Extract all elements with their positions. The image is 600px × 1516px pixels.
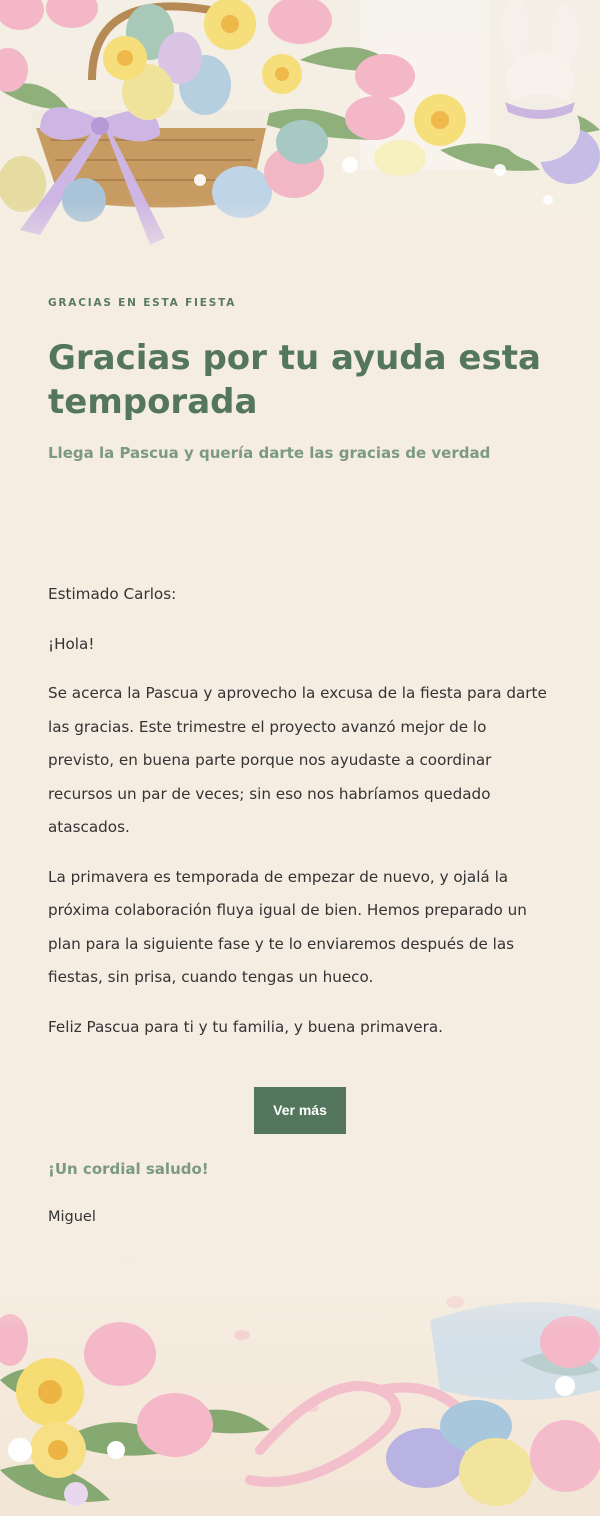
hello-line: ¡Hola! (48, 634, 95, 653)
closing-line: ¡Un cordial saludo! (48, 1160, 209, 1178)
hero-illustration (0, 0, 600, 280)
email-subtitle: Llega la Pascua y quería darte las gracias de verdad (48, 444, 491, 462)
footer-illustration (0, 1250, 600, 1516)
body-paragraph: La primavera es temporada de empezar de nuevo, y ojalá la próxima colaboración fluya igual de bien. Hemos preparado un plan para la siguiente fase y te lo enviaremos después de las fiestas, sin prisa, cuando tengas un hueco. (48, 867, 527, 986)
ver-mas-button[interactable]: Ver más (254, 1087, 346, 1134)
greeting: Estimado Carlos: (48, 585, 177, 603)
email-title: Gracias por tu ayuda esta temporada (48, 338, 541, 422)
body-paragraph: Feliz Pascua para ti y tu familia, y buena primavera. (48, 1017, 444, 1036)
email-body (48, 578, 552, 1060)
signature: Miguel (48, 1209, 96, 1225)
eyebrow-label: GRACIAS EN ESTA FIESTA (48, 297, 237, 309)
body-paragraph: Se acerca la Pascua y aprovecho la excusa de la fiesta para darte las gracias. Este trimestre el proyecto avanzó mejor de lo previsto, en buena parte porque nos ayudaste a coordinar recursos un par de veces; sin eso nos habríamos quedado atascados. (48, 684, 547, 836)
cta-container (254, 1087, 346, 1134)
